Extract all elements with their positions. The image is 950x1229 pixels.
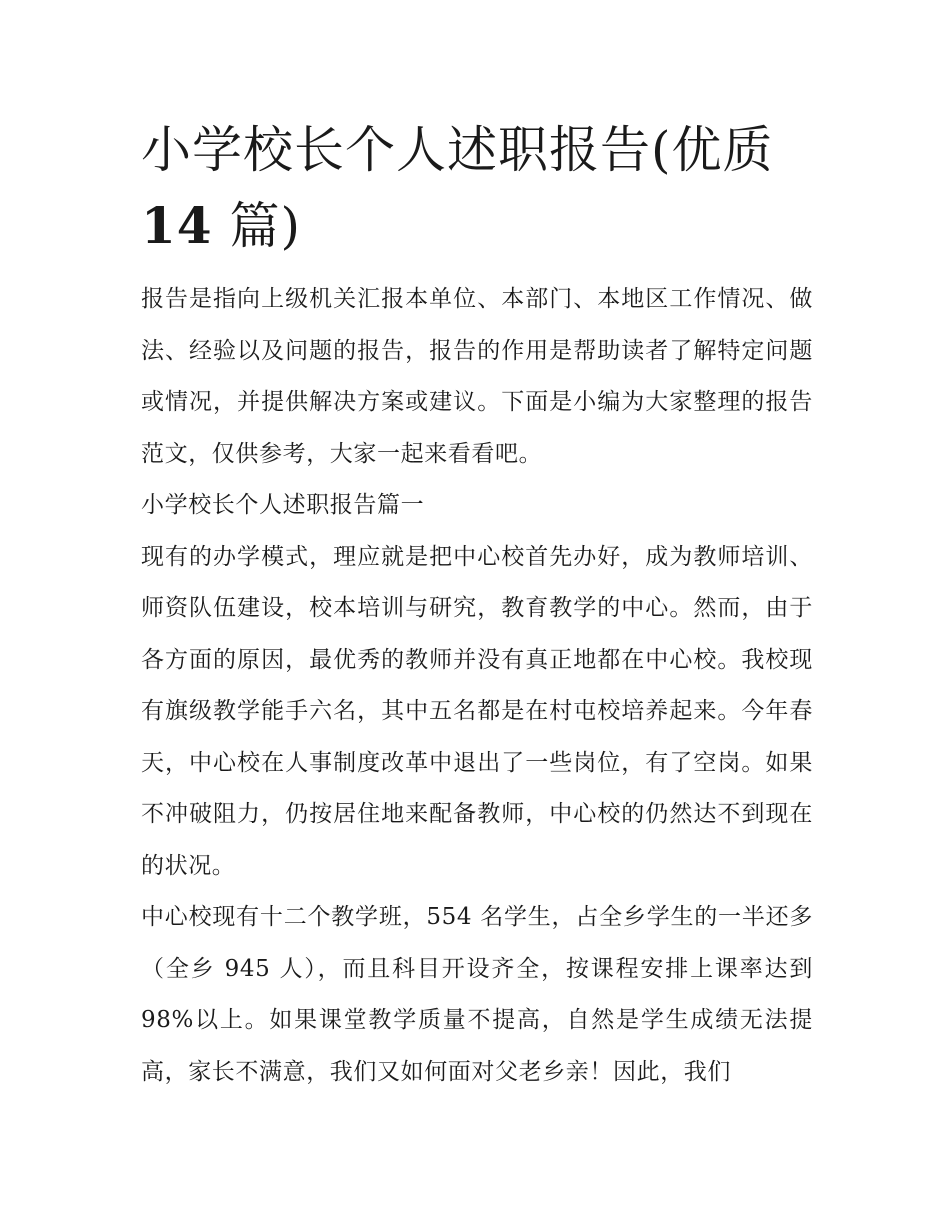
body-paragraph-2: 中心校现有十二个教学班，554 名学生，占全乡学生的一半还多（全乡 945 人），而且科目开设齐全，按课程安排上课率达到 98%以上。如果课堂教学质量不提高，自然是学生成绩无法提高，家长不满意，我们又如何面对父老乡亲！因此，我们 <box>141 904 813 1085</box>
section-heading: 小学校长个人述职报告篇一 <box>141 492 425 518</box>
title-number: 14 <box>141 196 213 255</box>
body-paragraph-1: 现有的办学模式，理应就是把中心校首先办好，成为教师培训、师资队伍建设，校本培训与研究，教育教学的中心。然而，由于各方面的原因，最优秀的教师并没有真正地都在中心校。我校现有旗级教学能手六名，其中五名都是在村屯校培养起来。今年春天，中心校在人事制度改革中退出了一些岗位，有了空岗。如果不冲破阻力，仍按居住地来配备教师，中心校的仍然达不到现在的状况。 <box>141 543 813 879</box>
title-line-1: 小学校长个人述职报告(优质 <box>141 121 774 179</box>
document-body <box>141 112 813 1098</box>
title-line-2: 篇) <box>212 197 301 255</box>
document-title <box>141 112 813 264</box>
intro-paragraph: 报告是指向上级机关汇报本单位、本部门、本地区工作情况、做法、经验以及问题的报告，报告的作用是帮助读者了解特定问题或情况，并提供解决方案或建议。下面是小编为大家整理的报告范文，仅供参考，大家一起来看看吧。 <box>141 286 813 467</box>
